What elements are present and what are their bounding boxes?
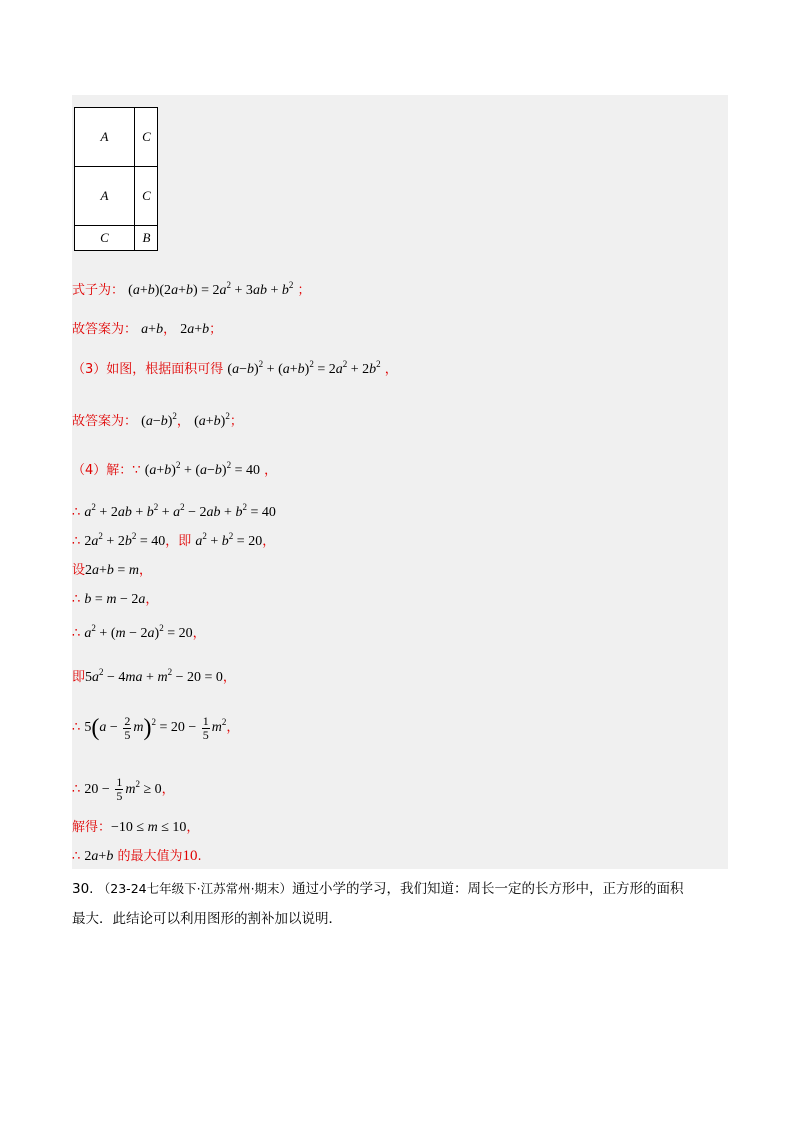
formula: −10 ≤ m ≤ 10 xyxy=(111,820,187,835)
formula: $2a^2 + 2b^2 = 40$ xyxy=(84,531,166,549)
formula: $a^2 + 2ab + b^2 + a^2 - 2ab + b^2 = 40$ xyxy=(84,502,276,520)
answer-line-8 xyxy=(72,561,152,581)
therefore-symbol: ∴ xyxy=(72,626,81,641)
punct: ， xyxy=(192,626,206,641)
therefore-symbol: ∴ xyxy=(72,782,81,797)
label: 设 xyxy=(72,563,86,578)
punct: ， xyxy=(161,782,175,797)
therefore-symbol: ∴ xyxy=(72,720,81,736)
formula: 2a+b xyxy=(180,322,210,337)
question-text-2: 最大．此结论可以利用图形的割补加以说明． xyxy=(72,911,342,927)
formula: 5(a − $\frac{2}{5}$ m)$^2$ = 20 − $\frac{1}{5}$ $m^2$ xyxy=(84,713,227,742)
answer-line-6 xyxy=(72,503,276,523)
connector: ，即 xyxy=(165,534,192,549)
cell-a-2: A xyxy=(75,167,135,226)
formula: 2a+b xyxy=(84,849,114,864)
label: 解得： xyxy=(72,820,112,835)
label: （4）解： xyxy=(72,463,133,478)
cell-c-1: C xyxy=(135,108,158,167)
punct: ， xyxy=(145,592,159,607)
answer-line-10 xyxy=(72,624,206,644)
punct: ； xyxy=(297,283,311,298)
cell-a-1: A xyxy=(75,108,135,167)
label: 即 xyxy=(72,670,86,685)
therefore-symbol: ∴ xyxy=(72,534,81,549)
punct: ； xyxy=(229,414,243,429)
therefore-symbol: ∴ xyxy=(72,505,81,520)
cell-c-3: C xyxy=(75,226,135,250)
because-symbol: ∵ xyxy=(132,463,141,478)
cell-b: B xyxy=(142,230,151,245)
answer-line-2 xyxy=(72,320,222,340)
answer-line-1 xyxy=(72,281,311,301)
formula: $a^2 + b^2 = 20$ xyxy=(195,531,263,549)
punct: ， xyxy=(222,670,236,685)
punct: ， xyxy=(384,362,398,377)
punct: ， xyxy=(262,534,276,549)
label: 故答案为： xyxy=(72,322,138,337)
cell-c-2: C xyxy=(135,167,158,226)
formula: $5a^2 - 4ma + m^2 - 20 = 0$ xyxy=(85,667,223,685)
max-value: 10 xyxy=(182,848,198,864)
therefore-symbol: ∴ xyxy=(72,849,81,864)
answer-line-4 xyxy=(72,412,243,432)
question-text-1: 通过小学的学习，我们知道：周长一定的长方形中，正方形的面积 xyxy=(292,881,684,897)
formula: b = m − 2a xyxy=(84,592,146,607)
punct: ； xyxy=(209,322,223,337)
sep: ， xyxy=(163,322,177,337)
formula: $a^2 + (m - 2a)^2 = 20$ xyxy=(84,623,193,641)
answer-line-14 xyxy=(72,818,199,838)
punct: . xyxy=(197,849,202,864)
question-30 xyxy=(72,874,732,934)
formula: $(a-b)^2 + (a+b)^2 = 2a^2 + 2b^2$ xyxy=(227,359,381,377)
therefore-symbol: ∴ xyxy=(72,592,81,607)
answer-line-9 xyxy=(72,590,158,610)
formula: a+b xyxy=(141,322,164,337)
formula: $(a+b)^2 + (a-b)^2 = 40$ xyxy=(144,460,260,478)
punct: ， xyxy=(138,563,152,578)
answer-line-3 xyxy=(72,360,398,380)
answer-line-12 xyxy=(72,708,239,748)
answer-line-15 xyxy=(72,846,202,867)
punct: ， xyxy=(226,720,240,736)
answer-background xyxy=(72,95,728,869)
answer-line-13 xyxy=(72,770,175,810)
question-number: 30. xyxy=(72,881,94,897)
label: （3）如图，根据面积可得 xyxy=(72,362,224,377)
formula: $(a+b)(2a+b) = 2a^2 + 3ab + b^2$ xyxy=(128,280,294,298)
answer-line-5 xyxy=(72,461,277,481)
formula: 2a+b = m xyxy=(85,563,139,578)
formula: $(a-b)^2$ xyxy=(141,411,177,429)
formula: $(a+b)^2$ xyxy=(194,411,230,429)
answer-line-11 xyxy=(72,668,236,688)
label: 故答案为： xyxy=(72,414,138,429)
label: 式子为： xyxy=(72,283,125,298)
label: 的最大值为 xyxy=(117,849,183,864)
answer-line-7 xyxy=(72,532,275,552)
punct: ， xyxy=(264,463,278,478)
sep: ， xyxy=(176,414,190,429)
punct: ， xyxy=(186,820,200,835)
question-source: （23-24七年级下·江苏常州·期末） xyxy=(97,881,293,896)
formula: 20 − $\frac{1}{5}$ $m^2 \ge 0$ xyxy=(84,775,162,804)
area-diagram xyxy=(74,107,158,251)
